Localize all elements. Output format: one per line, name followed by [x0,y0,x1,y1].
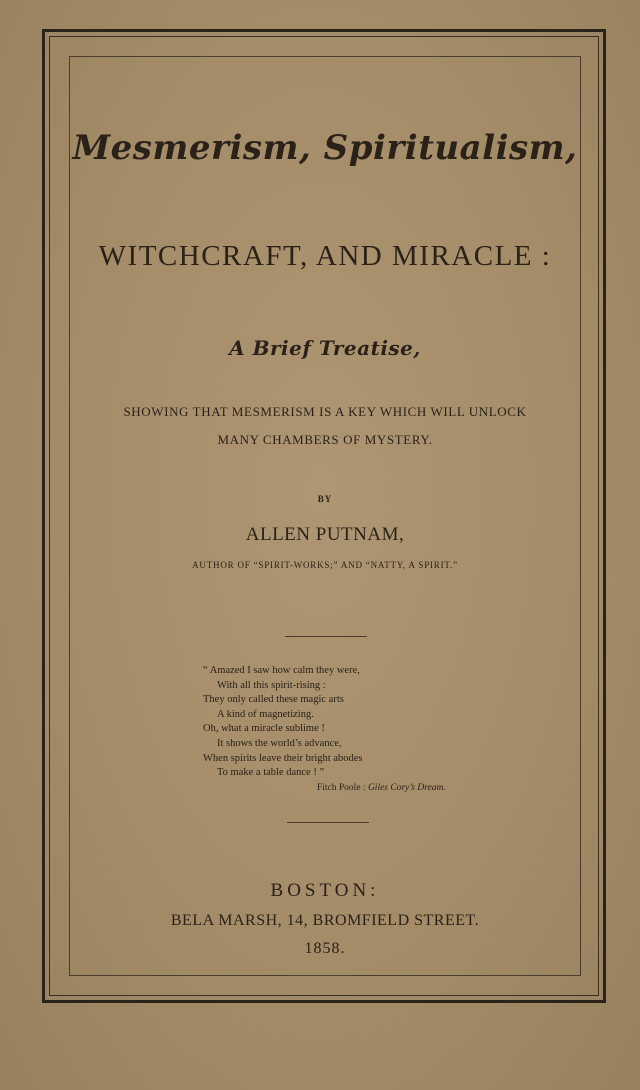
poem-line: When spirits leave their bright abodes [203,752,363,764]
epigraph-poem [203,664,363,781]
author-credit: AUTHOR OF “SPIRIT-WORKS;” AND “NATTY, A SPIRIT.” [192,560,458,570]
poem-line: It shows the world’s advance, [217,737,342,749]
attribution-source: Giles Cory’s Dream. [367,783,446,793]
poem-line: They only called these magic arts [203,694,344,706]
by-label: BY [317,494,333,504]
subtitle: A Brief Treatise, [229,336,421,360]
title-line-2: WITCHCRAFT, AND MIRACLE : [98,240,552,272]
poem-line: Oh, what a miracle sublime ! [203,723,325,735]
author-name: ALLEN PUTNAM, [245,524,405,545]
poem-line: A kind of magnetizing. [217,708,314,720]
title-page-content [69,56,581,976]
divider-rule-bottom [287,822,369,823]
imprint-publisher: BELA MARSH, 14, BROMFIELD STREET. [170,912,480,929]
poem-line: “ Amazed I saw how calm they were, [203,665,360,676]
description-line-2: MANY CHAMBERS OF MYSTERY. [217,432,433,447]
divider-rule-top [285,636,367,637]
poem-attribution [317,783,446,793]
imprint-year: 1858. [304,940,346,957]
description-line-1: SHOWING THAT MESMERISM IS A KEY WHICH WILL UNLOCK [123,404,527,419]
imprint-city: BOSTON: [270,880,380,901]
title-line-1: Mesmerism, Spiritualism, [72,128,578,168]
attribution-name: Fitch Poole : [317,783,366,793]
poem-line: To make a table dance ! ” [217,767,325,779]
poem-line: With all this spirit-rising : [217,679,326,691]
